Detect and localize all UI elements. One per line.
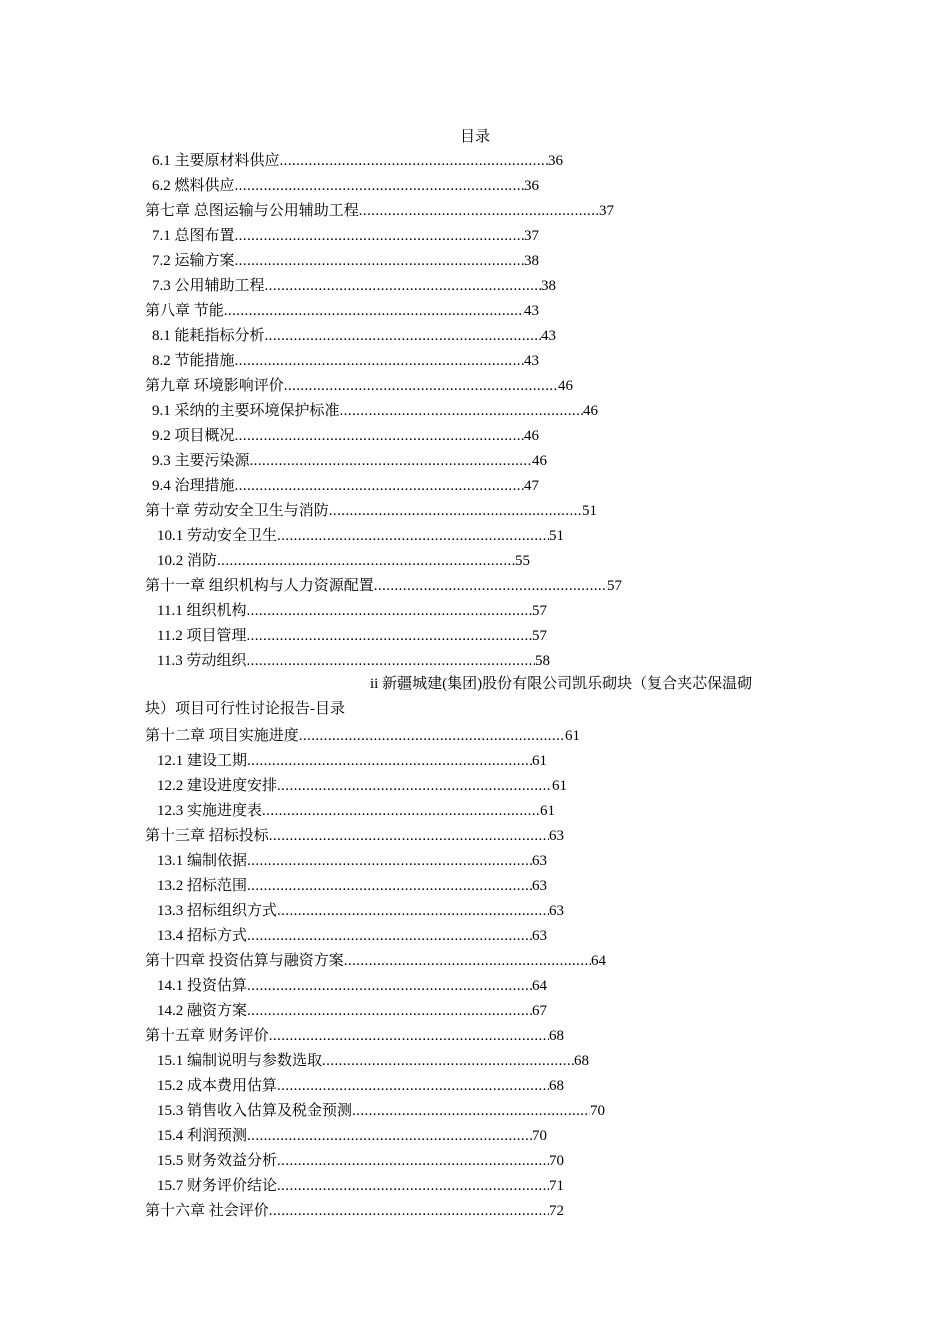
toc-entry-page-number: 55 (515, 553, 530, 569)
toc-entry[interactable] (157, 901, 564, 921)
toc-leader-dots (235, 176, 524, 196)
toc-entry-page-number: 43 (524, 353, 539, 369)
toc-leader-dots (277, 776, 552, 796)
toc-leader-dots (322, 1051, 574, 1071)
toc-entry[interactable] (152, 251, 539, 271)
toc-entry-label: 15.3 销售收入估算及税金预测 (157, 1103, 353, 1119)
toc-entry-label: 7.3 公用辅助工程 (152, 278, 265, 294)
toc-leader-dots (247, 976, 532, 996)
toc-entry-page-number: 36 (524, 178, 539, 194)
toc-entry[interactable] (152, 426, 539, 446)
toc-leader-dots (235, 226, 524, 246)
toc-leader-dots (374, 576, 607, 596)
toc-entry-label: 第十六章 社会评价 (145, 1203, 269, 1219)
toc-entry-label: 11.2 项目管理 (157, 628, 247, 644)
toc-entry[interactable] (152, 276, 556, 296)
toc-entry[interactable] (157, 926, 547, 946)
toc-entry[interactable] (157, 751, 547, 771)
toc-entry[interactable] (157, 1151, 564, 1171)
toc-entry[interactable] (145, 376, 573, 396)
toc-entry-label: 7.2 运输方案 (152, 253, 235, 269)
toc-entry[interactable] (157, 651, 550, 671)
toc-entry-page-number: 67 (532, 1003, 547, 1019)
toc-leader-dots (217, 551, 515, 571)
toc-entry-label: 12.2 建设进度安排 (157, 778, 278, 794)
toc-entry-page-number: 61 (565, 728, 580, 744)
toc-entry-page-number: 64 (532, 978, 547, 994)
toc-entry-page-number: 68 (549, 1028, 564, 1044)
toc-entry-page-number: 63 (549, 828, 564, 844)
toc-entry-page-number: 43 (524, 303, 539, 319)
toc-entry[interactable] (157, 801, 555, 821)
toc-entry[interactable] (145, 826, 564, 846)
toc-entry[interactable] (152, 351, 539, 371)
toc-entry-label: 第十二章 项目实施进度 (145, 728, 299, 744)
toc-entry[interactable] (157, 526, 564, 546)
toc-entry-label: 6.2 燃料供应 (152, 178, 235, 194)
toc-entry-page-number: 57 (532, 603, 547, 619)
toc-leader-dots (284, 376, 558, 396)
toc-entry[interactable] (157, 626, 547, 646)
toc-entry-page-number: 63 (549, 903, 564, 919)
toc-entry[interactable] (157, 1001, 547, 1021)
toc-entry-page-number: 63 (532, 928, 547, 944)
toc-leader-dots (265, 276, 541, 296)
toc-entry-page-number: 46 (524, 428, 539, 444)
toc-leader-dots (352, 1101, 590, 1121)
toc-entry-label: 15.2 成本费用估算 (157, 1078, 278, 1094)
toc-entry-page-number: 51 (549, 528, 564, 544)
toc-leader-dots (247, 926, 532, 946)
toc-leader-dots (280, 151, 548, 171)
toc-entry-label: 12.1 建设工期 (157, 753, 248, 769)
toc-leader-dots (359, 201, 599, 221)
toc-entry-label: 11.3 劳动组织 (157, 653, 247, 669)
toc-entry-page-number: 38 (541, 278, 556, 294)
toc-leader-dots (277, 526, 549, 546)
toc-entry-label: 9.2 项目概况 (152, 428, 235, 444)
toc-leader-dots (250, 451, 532, 471)
toc-leader-dots (277, 1176, 549, 1196)
toc-leader-dots (247, 751, 532, 771)
toc-entry-page-number: 70 (549, 1153, 564, 1169)
running-header-line-2: 块）项目可行性讨论报告-目录 (145, 701, 345, 717)
toc-entry[interactable] (157, 876, 547, 896)
toc-entry-page-number: 57 (532, 628, 547, 644)
toc-leader-dots (247, 851, 532, 871)
toc-entry-page-number: 51 (582, 503, 597, 519)
toc-entry[interactable] (145, 501, 597, 521)
toc-entry-label: 13.4 招标方式 (157, 928, 248, 944)
toc-entry-page-number: 43 (541, 328, 556, 344)
toc-entry-page-number: 61 (540, 803, 555, 819)
toc-entry-label: 14.1 投资估算 (157, 978, 248, 994)
toc-entry-label: 10.2 消防 (157, 553, 218, 569)
toc-entry-label: 第十四章 投资估算与融资方案 (145, 953, 344, 969)
toc-entry[interactable] (152, 401, 598, 421)
toc-entry-page-number: 70 (532, 1128, 547, 1144)
toc-entry-page-number: 46 (558, 378, 573, 394)
toc-entry[interactable] (145, 576, 622, 596)
toc-entry-page-number: 61 (552, 778, 567, 794)
toc-entry[interactable] (157, 1051, 589, 1071)
toc-entry-label: 第十一章 组织机构与人力资源配置 (145, 578, 374, 594)
toc-entry-page-number: 37 (524, 228, 539, 244)
toc-entry-label: 7.1 总图布置 (152, 228, 235, 244)
toc-entry-label: 9.1 采纳的主要环境保护标准 (152, 403, 340, 419)
toc-entry[interactable] (157, 551, 530, 571)
toc-entry-label: 15.5 财务效益分析 (157, 1153, 278, 1169)
toc-entry[interactable] (157, 1076, 564, 1096)
toc-leader-dots (269, 826, 549, 846)
toc-entry[interactable] (157, 976, 547, 996)
toc-entry-page-number: 68 (549, 1078, 564, 1094)
toc-entry[interactable] (145, 726, 580, 746)
toc-entry-label: 第八章 节能 (145, 303, 224, 319)
toc-entry-label: 13.1 编制依据 (157, 853, 248, 869)
toc-leader-dots (269, 1201, 549, 1221)
toc-entry[interactable] (152, 176, 539, 196)
toc-entry-label: 8.2 节能措施 (152, 353, 235, 369)
toc-entry-label: 9.3 主要污染源 (152, 453, 250, 469)
toc-entry[interactable] (157, 851, 547, 871)
toc-entry-page-number: 36 (548, 153, 563, 169)
toc-leader-dots (340, 401, 583, 421)
toc-entry-label: 8.1 能耗指标分析 (152, 328, 265, 344)
toc-entry[interactable] (152, 226, 539, 246)
toc-leader-dots (299, 726, 565, 746)
toc-leader-dots (246, 626, 532, 646)
toc-entry-page-number: 47 (524, 478, 539, 494)
toc-entry-page-number: 72 (549, 1203, 564, 1219)
toc-entry-label: 11.1 组织机构 (157, 603, 247, 619)
toc-entry-label: 6.1 主要原材料供应 (152, 153, 280, 169)
toc-entry-label: 第十五章 财务评价 (145, 1028, 269, 1044)
toc-leader-dots (224, 301, 524, 321)
toc-entry-page-number: 63 (532, 878, 547, 894)
toc-entry-label: 15.7 财务评价结论 (157, 1178, 278, 1194)
toc-entry-label: 15.4 利润预测 (157, 1128, 248, 1144)
toc-entry[interactable] (152, 476, 539, 496)
toc-leader-dots (277, 901, 549, 921)
toc-leader-dots (277, 1076, 549, 1096)
toc-leader-dots (277, 1151, 549, 1171)
toc-entry[interactable] (152, 151, 563, 171)
toc-entry[interactable] (145, 1026, 564, 1046)
toc-entry-label: 10.1 劳动安全卫生 (157, 528, 278, 544)
toc-leader-dots (269, 1026, 549, 1046)
toc-entry-page-number: 71 (549, 1178, 564, 1194)
toc-leader-dots (235, 251, 524, 271)
toc-leader-dots (246, 651, 535, 671)
toc-leader-dots (265, 326, 541, 346)
toc-entry-label: 15.1 编制说明与参数选取 (157, 1053, 323, 1069)
toc-entry[interactable] (157, 1126, 547, 1146)
toc-title: 目录 (459, 129, 490, 145)
toc-leader-dots (344, 951, 591, 971)
toc-leader-dots (329, 501, 582, 521)
toc-leader-dots (235, 476, 524, 496)
toc-entry-page-number: 38 (524, 253, 539, 269)
toc-leader-dots (235, 351, 524, 371)
toc-entry-page-number: 46 (583, 403, 598, 419)
toc-entry-page-number: 70 (590, 1103, 605, 1119)
toc-entry-page-number: 37 (599, 203, 614, 219)
toc-leader-dots (246, 601, 532, 621)
toc-leader-dots (247, 1001, 532, 1021)
toc-leader-dots (247, 876, 532, 896)
toc-entry-label: 第十三章 招标投标 (145, 828, 269, 844)
toc-entry[interactable] (152, 326, 556, 346)
toc-entry-page-number: 63 (532, 853, 547, 869)
toc-entry-label: 13.2 招标范围 (157, 878, 248, 894)
toc-entry[interactable] (145, 301, 539, 321)
toc-entry-page-number: 68 (574, 1053, 589, 1069)
toc-leader-dots (235, 426, 524, 446)
toc-entry-page-number: 57 (607, 578, 622, 594)
toc-entry[interactable] (157, 1176, 564, 1196)
toc-entry-page-number: 58 (535, 653, 550, 669)
toc-entry-page-number: 61 (532, 753, 547, 769)
toc-entry[interactable] (157, 776, 567, 796)
toc-entry-label: 9.4 治理措施 (152, 478, 235, 494)
toc-entry-page-number: 46 (532, 453, 547, 469)
toc-entry-label: 13.3 招标组织方式 (157, 903, 278, 919)
toc-entry-page-number: 64 (591, 953, 606, 969)
toc-entry[interactable] (145, 951, 606, 971)
toc-entry[interactable] (157, 1101, 605, 1121)
toc-entry[interactable] (145, 201, 614, 221)
toc-entry-label: 第十章 劳动安全卫生与消防 (145, 503, 329, 519)
running-header-line-1: ii 新疆城建(集团)股份有限公司凯乐砌块（复合夹芯保温砌 (370, 676, 753, 692)
toc-entry[interactable] (157, 601, 547, 621)
toc-entry[interactable] (145, 1201, 564, 1221)
toc-entry[interactable] (152, 451, 547, 471)
toc-entry-label: 第七章 总图运输与公用辅助工程 (145, 203, 359, 219)
toc-leader-dots (262, 801, 540, 821)
toc-leader-dots (247, 1126, 532, 1146)
toc-entry-label: 14.2 融资方案 (157, 1003, 248, 1019)
toc-entry-label: 12.3 实施进度表 (157, 803, 263, 819)
toc-entry-label: 第九章 环境影响评价 (145, 378, 284, 394)
